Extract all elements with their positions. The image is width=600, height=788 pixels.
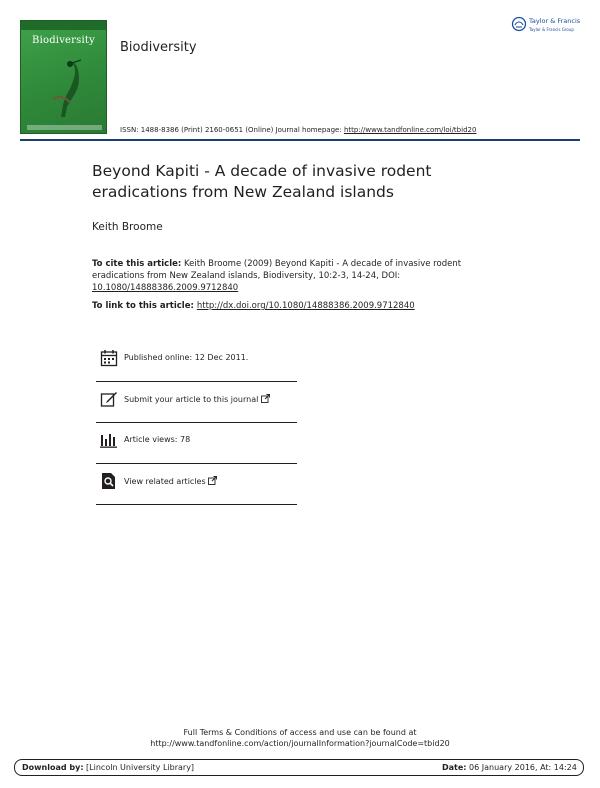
- date-value: 06 January 2016, At: 14:24: [466, 763, 577, 772]
- download-date: [442, 763, 577, 772]
- external-link-icon: [208, 476, 217, 485]
- download-value: [Lincoln University Library]: [83, 763, 195, 772]
- published-online-text: Published online: 12 Dec 2011.: [124, 353, 249, 362]
- link-to-article: [92, 301, 415, 311]
- issn-text: ISSN: 1488-8386 (Print) 2160-0651 (Online) Journal homepage:: [120, 126, 344, 134]
- info-divider: [96, 381, 297, 382]
- info-divider: [96, 504, 297, 505]
- article-author: Keith Broome: [92, 221, 163, 233]
- citation-text: Keith Broome (2009) Beyond Kapiti - A decade of invasive rodent eradications from New Zealand islands, Biodiversity, 10:2-3, 14-24, DOI:: [92, 259, 462, 281]
- terms-line: Full Terms & Conditions of access and use can be found at: [183, 728, 417, 737]
- info-divider: [96, 463, 297, 464]
- journal-cover-image: [20, 20, 107, 134]
- submit-article-row[interactable]: [96, 390, 296, 430]
- issn-homepage-line: [120, 126, 476, 134]
- published-online-row: [96, 349, 296, 389]
- article-url-link[interactable]: http://dx.doi.org/10.1080/14888386.2009.9712840: [196, 301, 415, 311]
- journal-homepage-link[interactable]: http://www.tandfonline.com/loi/tbid20: [343, 126, 477, 134]
- hummingbird-illustration: [51, 55, 87, 119]
- related-articles-row[interactable]: [96, 472, 296, 512]
- submit-article-link[interactable]: [124, 394, 270, 404]
- cover-title: Biodiversity: [32, 35, 95, 46]
- publisher-logo-text: Taylor & Francis: [529, 17, 581, 25]
- search-document-icon: [100, 472, 118, 490]
- journal-name: Biodiversity: [120, 40, 197, 55]
- article-views-row: [96, 431, 296, 471]
- terms-url-link[interactable]: http://www.tandfonline.com/action/journalInformation?journalCode=tbid20: [150, 739, 450, 748]
- article-title: Beyond Kapiti - A decade of invasive rodent eradications from New Zealand islands: [92, 162, 432, 201]
- download-label: Download by:: [22, 763, 84, 772]
- terms-conditions: [100, 727, 500, 749]
- download-by: [22, 763, 194, 772]
- info-divider: [96, 422, 297, 423]
- date-label: Date:: [442, 763, 467, 772]
- header-divider: [20, 139, 580, 141]
- cover-top-bar: [21, 21, 106, 30]
- external-link-icon: [261, 394, 270, 403]
- related-articles-link[interactable]: [124, 476, 217, 486]
- cover-footer-band: [27, 125, 102, 130]
- related-articles-label: View related articles: [124, 477, 206, 486]
- bar-chart-icon: [100, 431, 118, 449]
- submit-article-label: Submit your article to this journal: [124, 395, 259, 404]
- link-label: To link to this article:: [92, 301, 197, 311]
- calendar-icon: [100, 349, 118, 367]
- citation-block: [92, 258, 472, 294]
- edit-icon: [100, 390, 118, 408]
- publisher-logo-subtext: Taylor & Francis Group: [529, 27, 574, 32]
- citation-label: To cite this article:: [92, 259, 182, 269]
- article-views-text: Article views: 78: [124, 435, 191, 444]
- doi-link[interactable]: 10.1080/14888386.2009.9712840: [92, 283, 239, 293]
